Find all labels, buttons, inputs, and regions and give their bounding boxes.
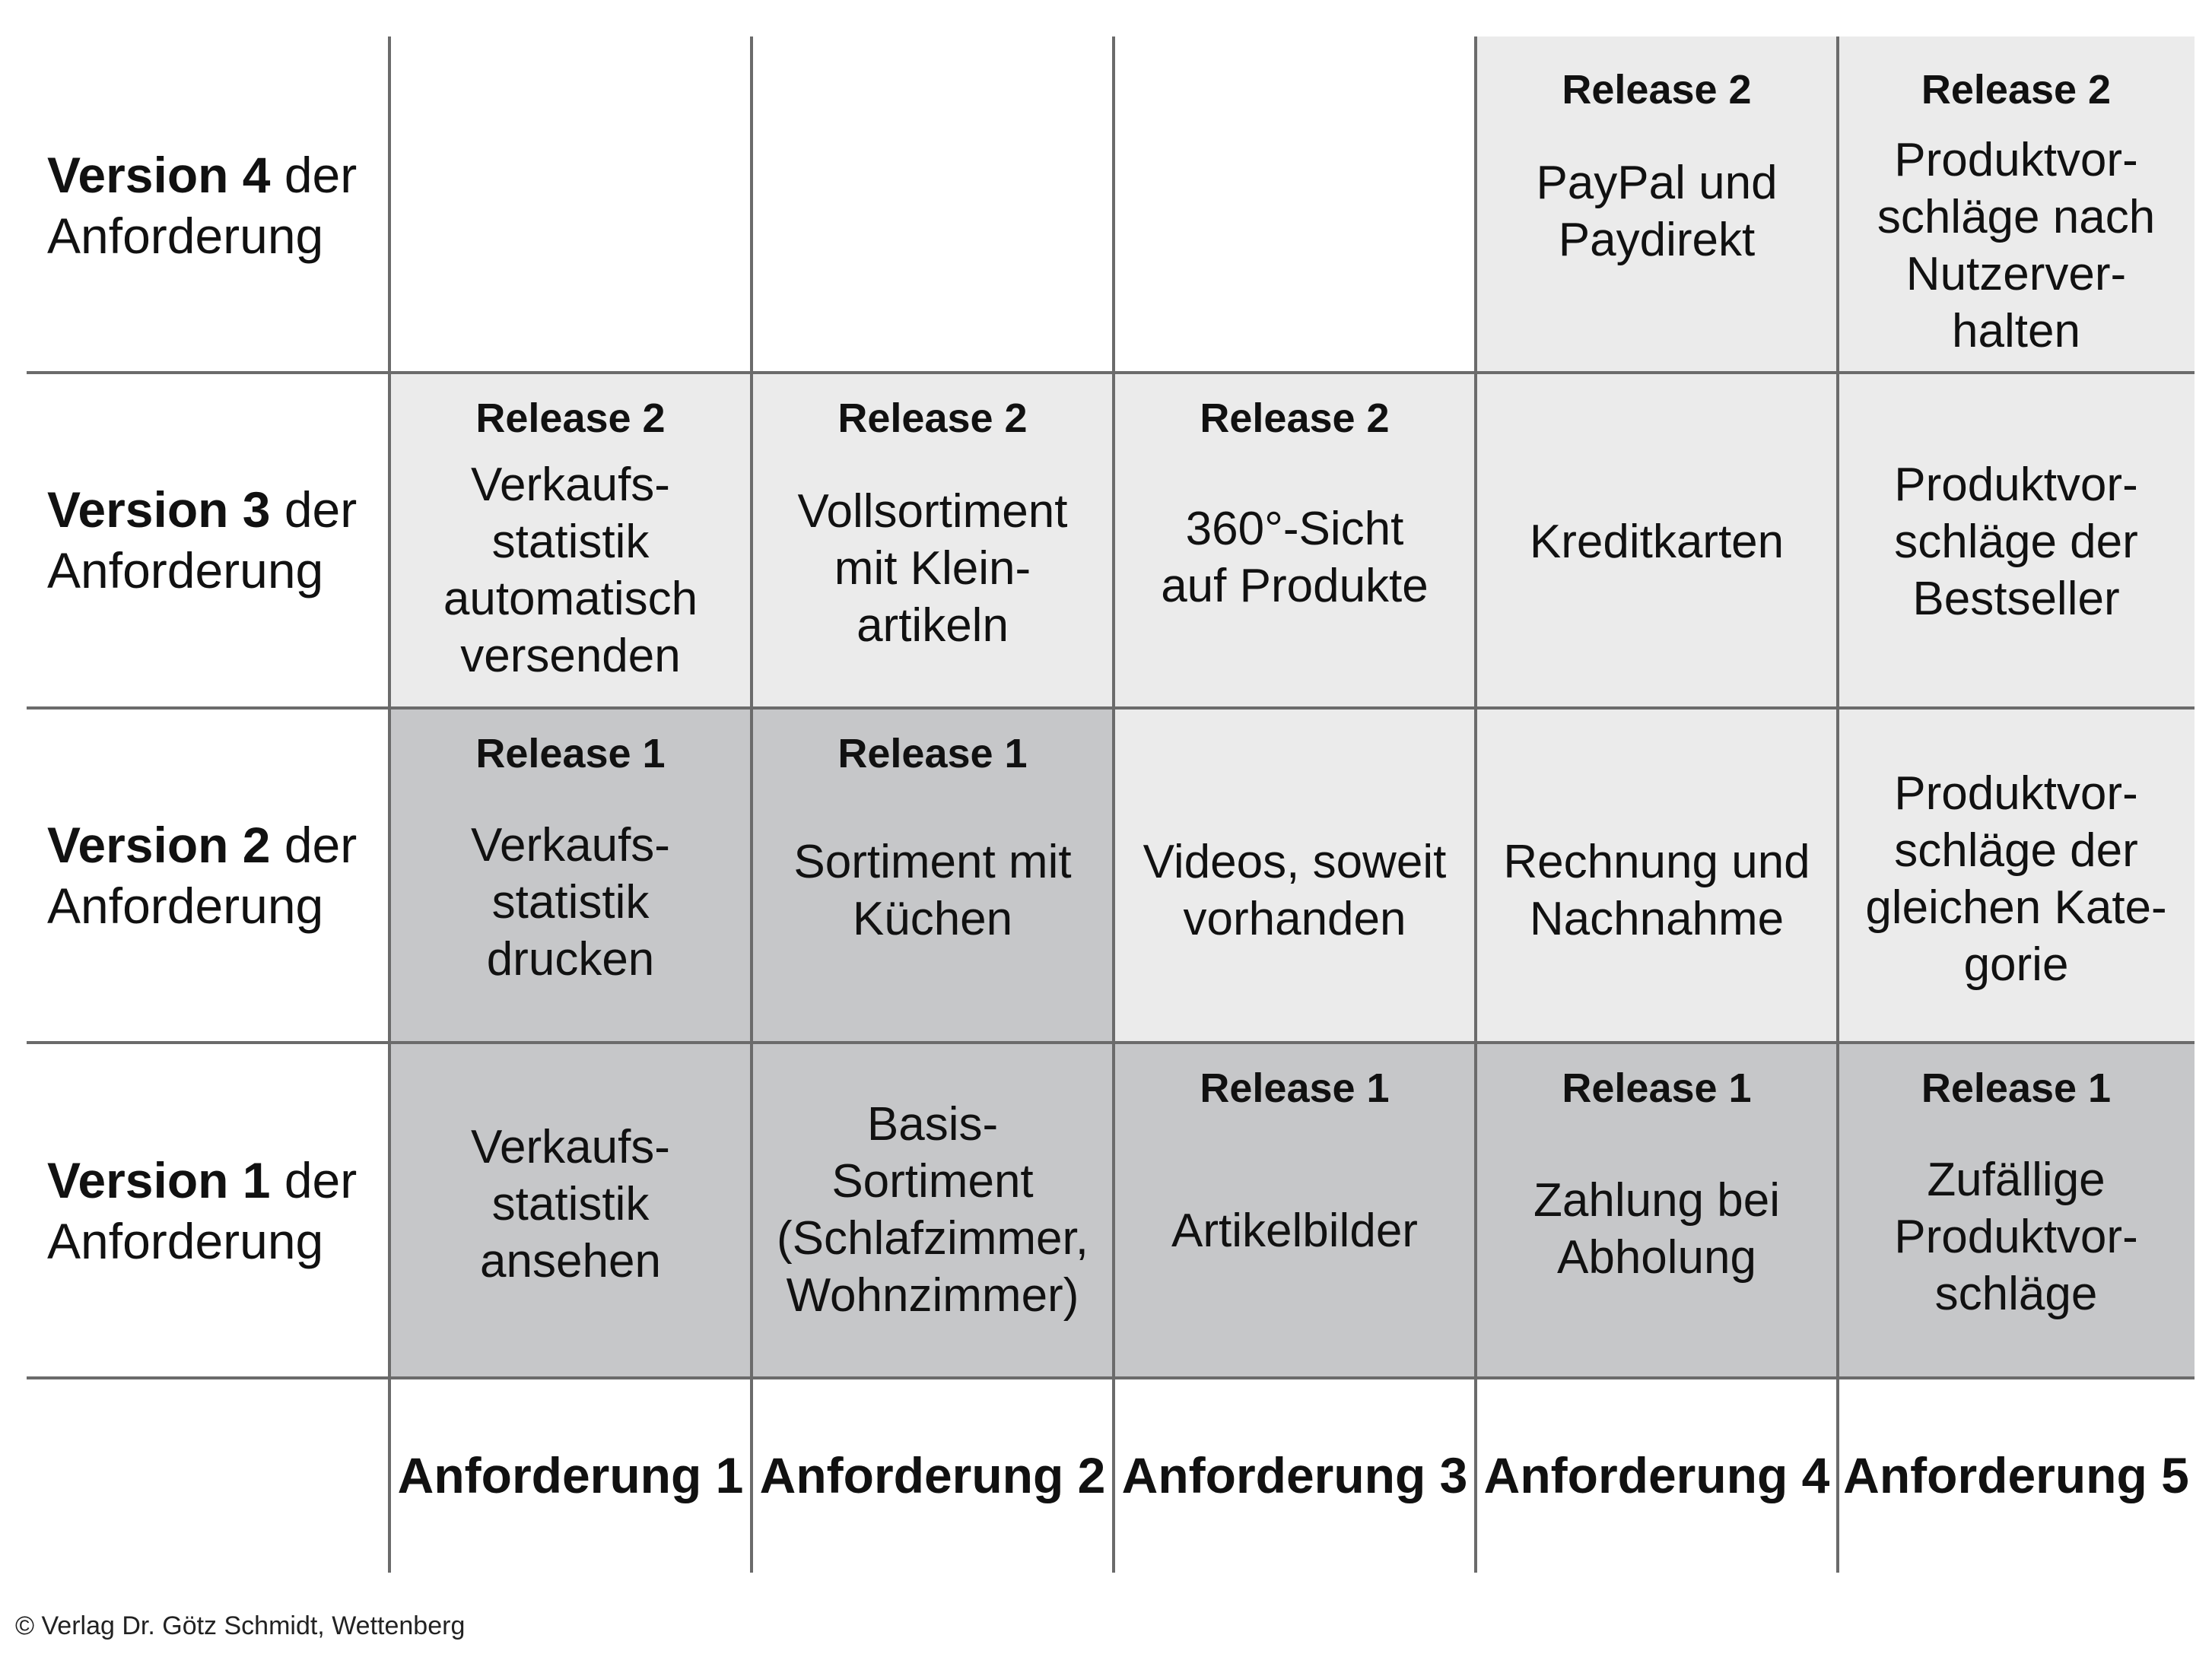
cell-text: PayPal und Paydirekt (1536, 157, 1778, 266)
column-label-5: Anforderung 5 (1843, 1447, 2189, 1503)
cell-text: Produktvor- schläge der Bestseller (1894, 459, 2138, 625)
release-badge: Release 2 (837, 395, 1028, 441)
cell-v2-a3 (1114, 708, 1476, 1043)
grid-line-h3 (27, 1041, 2195, 1044)
release-badge: Release 2 (1562, 67, 1752, 113)
grid-line-v2 (750, 37, 753, 1573)
row-label-bold: Version 2 (47, 817, 271, 873)
cell-text: Rechnung und Nachnahme (1503, 836, 1810, 945)
grid-line-v5 (1836, 37, 1839, 1573)
grid-line-h2 (27, 706, 2195, 710)
cell-v4-a5 (1838, 37, 2195, 373)
cell-v1-a5 (1838, 1043, 2195, 1378)
cell-text: Zufällige Produktvor- schläge (1894, 1154, 2138, 1320)
release-badge: Release 1 (1200, 1065, 1390, 1111)
cell-v3-a5 (1838, 373, 2195, 708)
row-label-bold: Version 4 (47, 147, 271, 203)
cell-text: 360°-Sicht auf Produkte (1161, 503, 1429, 612)
cell-text: Verkaufs- statistik drucken (471, 819, 670, 986)
cell-v1-a1 (389, 1043, 752, 1378)
grid-line-h1 (27, 371, 2195, 374)
cell-v2-a5 (1838, 708, 2195, 1043)
copyright-notice: © Verlag Dr. Götz Schmidt, Wettenberg (15, 1611, 466, 1640)
row-label-version-2 (47, 814, 382, 936)
row-label-bold: Version 3 (47, 481, 271, 538)
release-badge: Release 1 (475, 731, 666, 776)
row-label-rest: der Anforderung (47, 817, 358, 934)
release-badge: Release 2 (1200, 395, 1390, 441)
cell-text: Artikelbilder (1171, 1205, 1418, 1257)
cell-v3-a4 (1476, 373, 1838, 708)
row-label-version-4 (47, 144, 382, 266)
cell-v3-a1 (389, 373, 752, 708)
row-label-rest: der Anforderung (47, 481, 358, 598)
release-badge: Release 1 (1562, 1065, 1752, 1111)
row-label-version-3 (47, 479, 382, 601)
cell-text: Videos, soweit vorhanden (1143, 836, 1447, 945)
cell-v1-a3 (1114, 1043, 1476, 1378)
cell-v2-a4 (1476, 708, 1838, 1043)
grid-line-v3 (1112, 37, 1115, 1573)
cell-v4-a3 (1114, 37, 1476, 373)
row-label-version-1 (47, 1150, 382, 1271)
row-label-rest: der Anforderung (47, 147, 358, 264)
grid-line-v4 (1474, 37, 1477, 1573)
cell-text: Verkaufs- statistik automatisch versenden (443, 459, 698, 682)
row-label-bold: Version 1 (47, 1152, 271, 1208)
cell-v1-a4 (1476, 1043, 1838, 1378)
release-badge: Release 2 (475, 395, 666, 441)
grid-line-h4 (27, 1376, 2195, 1379)
cell-text: Kreditkarten (1529, 516, 1785, 568)
cell-text: Vollsortiment mit Klein- artikeln (797, 485, 1068, 652)
release-badge: Release 1 (837, 731, 1028, 776)
cell-v3-a2 (752, 373, 1114, 708)
row-label-rest: der Anforderung (47, 1152, 358, 1269)
release-badge: Release 2 (1921, 67, 2112, 113)
cell-text: Basis- Sortiment (Schlafzimmer, Wohnzimmer) (777, 1098, 1089, 1322)
cell-text: Produktvor- schläge der gleichen Kate- gorie (1865, 767, 2167, 991)
cell-text: Produktvor- schläge nach Nutzerver- halten (1877, 134, 2156, 357)
column-label-4: Anforderung 4 (1483, 1447, 1830, 1503)
cell-text: Verkaufs- statistik ansehen (471, 1121, 670, 1287)
cell-text: Sortiment mit Küchen (793, 836, 1072, 945)
cell-text: Zahlung bei Abholung (1533, 1174, 1781, 1284)
column-label-2: Anforderung 2 (759, 1447, 1106, 1503)
column-label-1: Anforderung 1 (397, 1447, 744, 1503)
cell-v4-a2 (752, 37, 1114, 373)
grid-line-v1 (388, 37, 391, 1573)
cell-v2-a2 (752, 708, 1114, 1043)
cell-v2-a1 (389, 708, 752, 1043)
cell-v3-a3 (1114, 373, 1476, 708)
release-badge: Release 1 (1921, 1065, 2112, 1111)
cell-v1-a2 (752, 1043, 1114, 1378)
cell-v4-a4 (1476, 37, 1838, 373)
cell-v4-a1 (389, 37, 752, 373)
column-label-3: Anforderung 3 (1121, 1447, 1468, 1503)
